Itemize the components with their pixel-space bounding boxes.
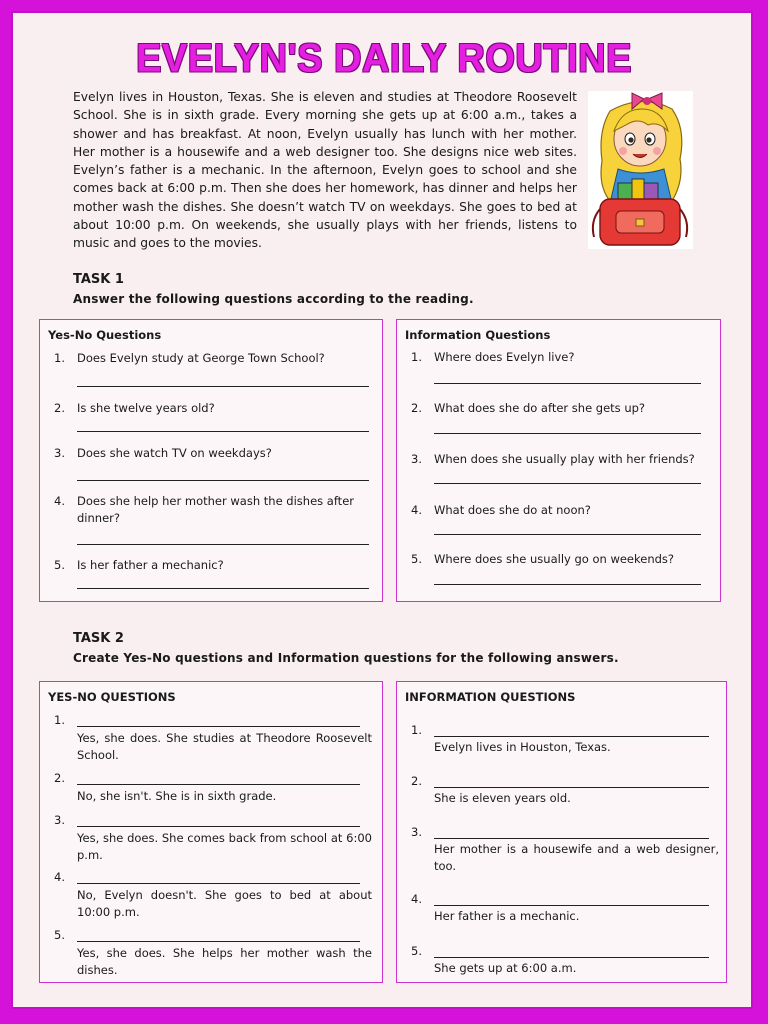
worksheet-title: EVELYN'S DAILY ROUTINE bbox=[136, 36, 632, 82]
question-text: Does she help her mother wash the dishes after dinner? bbox=[77, 494, 354, 525]
task2-yes-no-heading: YES-NO QUESTIONS bbox=[48, 690, 176, 704]
task1-yes-no-heading: Yes-No Questions bbox=[48, 328, 162, 342]
task2-yes-no-box: YES-NO QUESTIONS 1. Yes, she does. She studies at Theodore Roosevelt School. 2. No, she isn't. She is in sixth grade. 3. Yes, she does. She comes back from school at 6:00 p.m. 4. No, Evelyn doesn't. She goes to bed at about 10:00 p.m. 5. Yes, she does. She helps her mother wash the dishes. bbox=[39, 681, 383, 983]
question-line[interactable] bbox=[434, 787, 709, 788]
answer-line[interactable] bbox=[434, 483, 701, 484]
question-text: Is she twelve years old? bbox=[77, 401, 215, 415]
given-answer: Yes, she does. She comes back from school at 6:00 p.m. bbox=[77, 831, 372, 862]
question-line[interactable] bbox=[434, 957, 709, 958]
question-line[interactable] bbox=[77, 826, 360, 827]
question-line[interactable] bbox=[434, 838, 709, 839]
question-line[interactable] bbox=[77, 883, 360, 884]
task1-info-heading: Information Questions bbox=[405, 328, 551, 342]
question-number: 3. bbox=[411, 452, 422, 466]
answer-line[interactable] bbox=[77, 588, 369, 589]
task2-instruction: Create Yes-No questions and Information questions for the following answers. bbox=[73, 651, 619, 665]
question-text: When does she usually play with her friends? bbox=[434, 452, 695, 466]
task1-yes-no-box bbox=[39, 319, 383, 602]
question-text: Does Evelyn study at George Town School? bbox=[77, 351, 325, 365]
given-answer: No, Evelyn doesn't. She goes to bed at about 10:00 p.m. bbox=[77, 888, 372, 919]
given-answer: Her father is a mechanic. bbox=[434, 909, 580, 923]
question-text: What does she do at noon? bbox=[434, 503, 591, 517]
question-line[interactable] bbox=[77, 726, 360, 727]
answer-line[interactable] bbox=[77, 544, 369, 545]
question-text: Where does she usually go on weekends? bbox=[434, 552, 675, 566]
girl-with-schoolbag-icon bbox=[588, 91, 693, 249]
question-number: 1. bbox=[411, 350, 422, 364]
task2-title: TASK 2 bbox=[73, 631, 124, 646]
answer-line[interactable] bbox=[77, 480, 369, 481]
question-number: 5. bbox=[54, 558, 65, 572]
given-answer: No, she isn't. She is in sixth grade. bbox=[77, 789, 277, 803]
answer-line[interactable] bbox=[434, 383, 701, 384]
question-text: Is her father a mechanic? bbox=[77, 558, 224, 572]
question-number: 3. bbox=[54, 446, 65, 460]
task1-info-box bbox=[396, 319, 721, 602]
given-answer: Evelyn lives in Houston, Texas. bbox=[434, 740, 611, 754]
question-line[interactable] bbox=[434, 736, 709, 737]
given-answer: Her mother is a housewife and a web designer, too. bbox=[434, 842, 719, 873]
question-text: Does she watch TV on weekdays? bbox=[77, 446, 272, 460]
question-number: 4. bbox=[54, 494, 65, 508]
task2-info-box: INFORMATION QUESTIONS 1. Evelyn lives in Houston, Texas. 2. She is eleven years old. 3. Her mother is a housewife and a web designer, too. 4. Her father is a mechanic. 5. She gets up at 6:00 a.m. bbox=[396, 681, 727, 983]
question-line[interactable] bbox=[77, 784, 360, 785]
answer-line[interactable] bbox=[434, 534, 701, 535]
answer-line[interactable] bbox=[434, 433, 701, 434]
question-number: 4. bbox=[411, 503, 422, 517]
question-number: 5. bbox=[411, 552, 422, 566]
question-text: Where does Evelyn live? bbox=[434, 350, 575, 364]
answer-line[interactable] bbox=[434, 584, 701, 585]
given-answer: She is eleven years old. bbox=[434, 791, 571, 805]
question-number: 2. bbox=[54, 401, 65, 415]
task1-instruction: Answer the following questions according to the reading. bbox=[73, 292, 474, 306]
question-number: 2. bbox=[411, 401, 422, 415]
answer-line[interactable] bbox=[77, 386, 369, 387]
question-line[interactable] bbox=[77, 941, 360, 942]
task1-title: TASK 1 bbox=[73, 272, 124, 287]
question-number: 1. bbox=[54, 351, 65, 365]
given-answer: She gets up at 6:00 a.m. bbox=[434, 961, 577, 975]
question-text: What does she do after she gets up? bbox=[434, 401, 646, 415]
question-line[interactable] bbox=[434, 905, 709, 906]
given-answer: Yes, she does. She helps her mother wash the dishes. bbox=[77, 946, 372, 977]
task2-info-heading: INFORMATION QUESTIONS bbox=[405, 690, 576, 704]
answer-line[interactable] bbox=[77, 431, 369, 432]
given-answer: Yes, she does. She studies at Theodore Roosevelt School. bbox=[77, 731, 372, 762]
reading-passage: Evelyn lives in Houston, Texas. She is eleven and studies at Theodore Roosevelt School. She is in sixth grade. Every morning she gets up at 6:00 a.m., takes a shower and has breakfast. At noon, Evelyn usually has lunch with her mother. Her mother is a housewife and a web designer too. She designs nice web sites. Evelyn’s father is a mechanic. In the afternoon, Evelyn goes to school and she comes back at 6:00 p.m. Then she does her homework, has dinner and helps her mother wash the dishes. She doesn’t watch TV on weekdays. She goes to bed at about 10:00 p.m. On weekends, she usually plays with her friends, listens to music and goes to the movies. bbox=[73, 90, 577, 251]
